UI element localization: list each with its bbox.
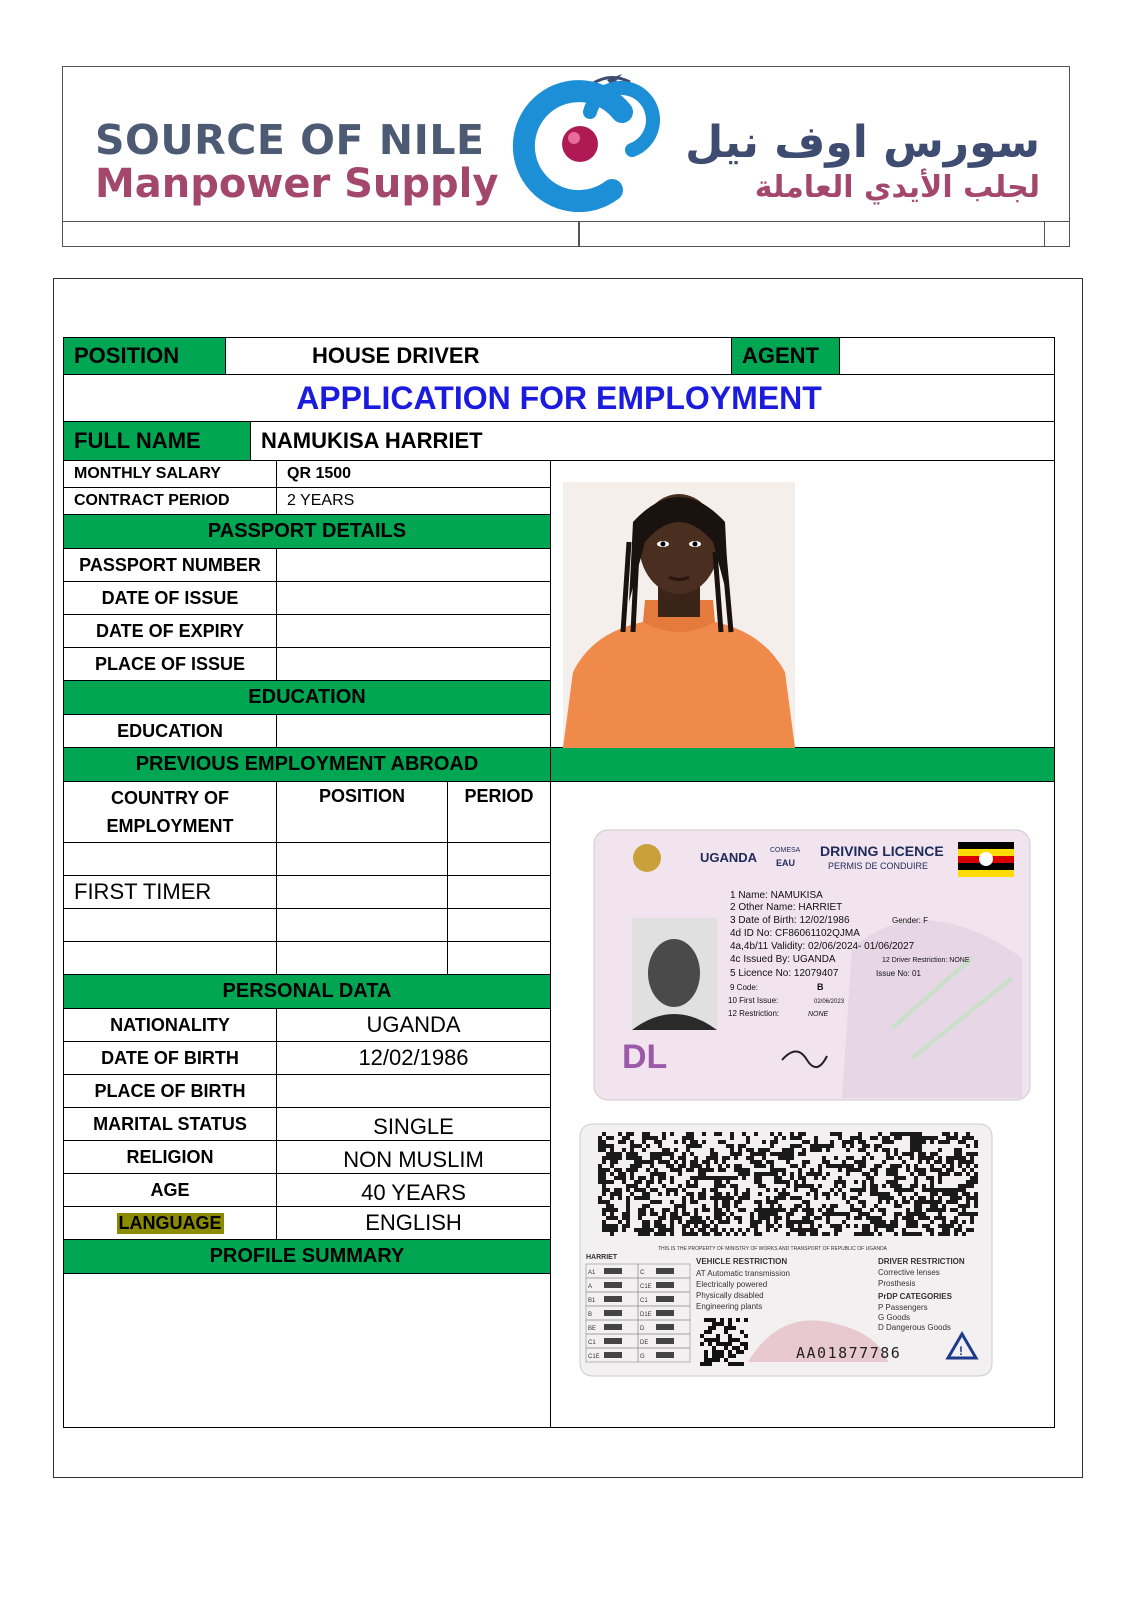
place-of-issue-value: [276, 647, 551, 681]
licence-id-no: 4d ID No: CF86061102QJMA: [730, 928, 860, 939]
prdp-title: PrDP CATEGORIES: [878, 1292, 952, 1301]
coat-of-arms-icon: [633, 844, 661, 872]
vehicle-category-label: A: [588, 1284, 593, 1290]
licence-serial: AA01877786: [796, 1344, 902, 1362]
licence-issue-no: Issue No: 01: [876, 969, 921, 978]
employment-row-4-country: [63, 941, 277, 975]
employment-row-4-period: [447, 941, 551, 975]
vehicle-category-label: B: [588, 1312, 593, 1318]
passport-number-value: [276, 548, 551, 582]
date-of-expiry-value: [276, 614, 551, 648]
company-name-arabic-line2: لجلب الأيدي العاملة: [754, 170, 1040, 205]
education-label: EDUCATION: [63, 714, 277, 748]
agent-value: [839, 337, 1055, 375]
licence-code: B: [817, 982, 824, 992]
licence-dl-mark: DL: [622, 1038, 668, 1076]
profile-summary-section-header: PROFILE SUMMARY: [63, 1239, 551, 1274]
employment-row-3-period: [447, 908, 551, 942]
driver-restriction-title: DRIVER RESTRICTION: [878, 1257, 965, 1266]
previous-employment-section-header: PREVIOUS EMPLOYMENT ABROAD: [63, 747, 551, 782]
licence-first-issue-label: 10 First Issue:: [728, 996, 779, 1005]
religion-label: RELIGION: [63, 1140, 277, 1174]
date-of-issue-label: DATE OF ISSUE: [63, 581, 277, 615]
vehicle-category-label: C: [640, 1270, 645, 1276]
period-column-header: PERIOD: [447, 781, 551, 843]
uganda-flag-icon: [958, 842, 1014, 877]
licence-name: 1 Name: NAMUKISA: [730, 890, 823, 901]
full-name-value: NAMUKISA HARRIET: [250, 421, 1055, 461]
contract-period-value: 2 YEARS: [276, 487, 551, 515]
prdp-3: D Dangerous Goods: [878, 1323, 951, 1332]
vehicle-category-label: A1: [588, 1270, 596, 1276]
licence-other-name: 2 Other Name: HARRIET: [730, 902, 843, 913]
vehicle-restriction-3: Physically disabled: [696, 1291, 764, 1300]
vehicle-category-label: BE: [588, 1326, 597, 1332]
employment-row-3-country: [63, 908, 277, 942]
place-of-birth-label: PLACE OF BIRTH: [63, 1074, 277, 1108]
prdp-2: G Goods: [878, 1313, 911, 1322]
company-name-line1: SOURCE OF NILE: [95, 116, 485, 164]
position-column-header: POSITION: [276, 781, 448, 843]
vehicle-category-label: C1: [588, 1340, 596, 1346]
employment-row-1-position: [276, 842, 448, 876]
licence-dob: 3 Date of Birth: 12/02/1986: [730, 915, 850, 926]
passport-section-header: PASSPORT DETAILS: [63, 514, 551, 549]
vehicle-category-label: C1E: [640, 1284, 652, 1290]
driving-licence-front: [592, 828, 1032, 1102]
date-of-birth-value: 12/02/1986: [276, 1041, 551, 1075]
licence-title: DRIVING LICENCE: [820, 843, 944, 859]
marital-status-value: SINGLE: [276, 1107, 551, 1141]
licence-first-issue: 02/06/2023: [814, 999, 845, 1005]
company-name-arabic-line1: سورس اوف نيل: [685, 117, 1040, 168]
age-value: 40 YEARS: [276, 1173, 551, 1207]
header-strip: [62, 221, 1070, 247]
position-label: POSITION: [63, 337, 226, 375]
marital-status-label: MARITAL STATUS: [63, 1107, 277, 1141]
language-value: ENGLISH: [276, 1206, 551, 1240]
full-name-label: FULL NAME: [63, 421, 251, 461]
place-of-issue-label: PLACE OF ISSUE: [63, 647, 277, 681]
education-value: [276, 714, 551, 748]
place-of-birth-value: [276, 1074, 551, 1108]
vehicle-category-label: B1: [588, 1298, 596, 1304]
licence-code-label: 9 Code:: [730, 983, 759, 992]
employment-row-1-country: [63, 842, 277, 876]
company-name-english: [95, 118, 498, 206]
age-label: AGE: [63, 1173, 277, 1207]
monthly-salary-label: MONTHLY SALARY: [63, 460, 277, 488]
first-timer-text: FIRST TIMER: [63, 875, 277, 909]
vehicle-restriction-title: VEHICLE RESTRICTION: [696, 1257, 788, 1266]
language-label-cell: [63, 1206, 277, 1240]
licence-issued-by: 4c Issued By: UGANDA: [730, 954, 836, 965]
previous-employment-header-right: [550, 747, 1055, 782]
licence-restriction: NONE: [808, 1011, 829, 1018]
prdp-1: P Passengers: [878, 1303, 928, 1312]
date-of-birth-label: DATE OF BIRTH: [63, 1041, 277, 1075]
licence-property-text: THIS IS THE PROPERTY OF MINISTRY OF WORKS AND TRANSPORT OF REPUBLIC OF UGANDA: [658, 1246, 888, 1252]
form-title: APPLICATION FOR EMPLOYMENT: [63, 374, 1055, 422]
nationality-label: NATIONALITY: [63, 1008, 277, 1042]
passport-number-label: PASSPORT NUMBER: [63, 548, 277, 582]
licence-gender: Gender: F: [892, 916, 929, 925]
employment-row-2-period: [447, 875, 551, 909]
date-of-expiry-label: DATE OF EXPIRY: [63, 614, 277, 648]
agent-label: AGENT: [731, 337, 840, 375]
country-of-employment-header: COUNTRY OF EMPLOYMENT: [63, 781, 277, 843]
employment-row-3-position: [276, 908, 448, 942]
employment-row-2-position: [276, 875, 448, 909]
company-logo-icon: [512, 72, 662, 212]
nationality-value: UGANDA: [276, 1008, 551, 1042]
profile-summary-body: [63, 1273, 551, 1428]
licence-subtitle: PERMIS DE CONDUIRE: [828, 861, 929, 871]
employment-row-1-period: [447, 842, 551, 876]
vehicle-category-label: D1E: [640, 1312, 652, 1318]
company-name-line2: Manpower Supply: [95, 161, 499, 207]
vehicle-restriction-4: Engineering plants: [696, 1302, 763, 1311]
position-value: HOUSE DRIVER: [225, 337, 732, 375]
religion-value: NON MUSLIM: [276, 1140, 551, 1174]
licence-number: 5 Licence No: 12079407: [730, 968, 839, 979]
licence-driver-restriction: 12 Driver Restriction: NONE: [882, 957, 970, 964]
driving-licence-back: [578, 1122, 994, 1378]
licence-country: UGANDA: [700, 850, 758, 865]
licence-org2: EAU: [776, 858, 796, 868]
licence-restriction-label: 12 Restriction:: [728, 1009, 780, 1018]
driver-restriction-1: Corrective lenses: [878, 1268, 940, 1277]
applicant-photo: [563, 482, 795, 748]
licence-validity: 4a,4b/11 Validity: 02/06/2024- 01/06/2027: [730, 941, 915, 952]
education-section-header: EDUCATION: [63, 680, 551, 715]
date-of-issue-value: [276, 581, 551, 615]
employment-row-4-position: [276, 941, 448, 975]
svg-text:!: !: [959, 1344, 963, 1358]
vehicle-restriction-1: AT Automatic transmission: [696, 1269, 790, 1278]
vehicle-category-label: DE: [640, 1340, 649, 1346]
driver-restriction-2: Prosthesis: [878, 1279, 916, 1288]
language-label: LANGUAGE: [118, 1212, 222, 1233]
vehicle-category-label: C1E: [588, 1354, 600, 1360]
monthly-salary-value: QR 1500: [276, 460, 551, 488]
company-name-arabic: [685, 117, 1040, 208]
licence-org1: COMESA: [770, 847, 801, 854]
licence-holder: HARRIET: [586, 1254, 618, 1261]
contract-period-label: CONTRACT PERIOD: [63, 487, 277, 515]
vehicle-restriction-2: Electrically powered: [696, 1280, 768, 1289]
vehicle-category-label: D: [640, 1326, 645, 1332]
vehicle-category-label: G: [640, 1354, 645, 1360]
personal-data-section-header: PERSONAL DATA: [63, 974, 551, 1009]
vehicle-category-label: C1: [640, 1298, 648, 1304]
